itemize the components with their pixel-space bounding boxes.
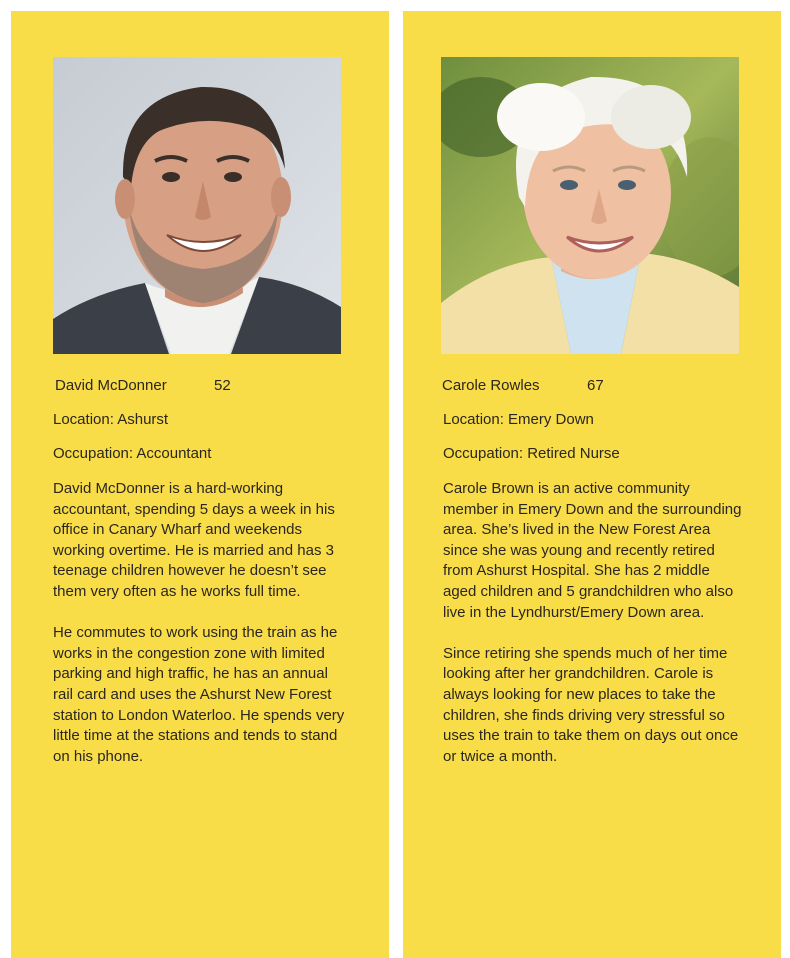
persona-age: 67	[587, 377, 604, 394]
persona-occupation: Occupation: Retired Nurse	[443, 445, 620, 462]
persona-age: 52	[214, 377, 231, 394]
persona-occupation: Occupation: Accountant	[53, 445, 212, 462]
bio-paragraph: He commutes to work using the train as he works in the congestion zone with limited parking and high traffic, he has an annual rail card and uses the Ashurst New Forest station to London Waterloo. He spends very little time at the stations and tends to stand on his phone.	[53, 624, 345, 765]
persona-bio	[53, 479, 345, 788]
woman-portrait-image	[441, 57, 739, 354]
persona-bio	[443, 479, 743, 788]
persona-name: Carole Rowles	[442, 377, 540, 394]
persona-card-carole	[403, 11, 781, 958]
bio-paragraph: Since retiring she spends much of her time looking after her grandchildren. Carole is always looking for new places to take the children, she finds driving very stressful so uses the train to take them on days out once or twice a month.	[443, 644, 739, 765]
man-portrait-image	[53, 57, 341, 354]
persona-photo-david	[53, 57, 341, 354]
persona-name: David McDonner	[55, 377, 167, 394]
persona-photo-carole	[441, 57, 739, 354]
persona-name-row	[55, 377, 231, 395]
persona-name-row	[442, 377, 604, 395]
persona-location: Location: Emery Down	[443, 411, 594, 428]
bio-paragraph: Carole Brown is an active community member in Emery Down and the surrounding area. She’s lived in the New Forest Area since she was young and recently retired from Ashurst Hospital. She has 2 middle aged children and 5 grandchildren who also live in the Lyndhurst/Emery Down area.	[443, 480, 742, 621]
persona-card-david	[11, 11, 389, 958]
bio-paragraph: David McDonner is a hard-working accountant, spending 5 days a week in his office in Canary Wharf and weekends working overtime. He is married and has 3 teenage children however he doesn’t see them very often as he works full time.	[53, 480, 335, 600]
persona-location: Location: Ashurst	[53, 411, 169, 428]
